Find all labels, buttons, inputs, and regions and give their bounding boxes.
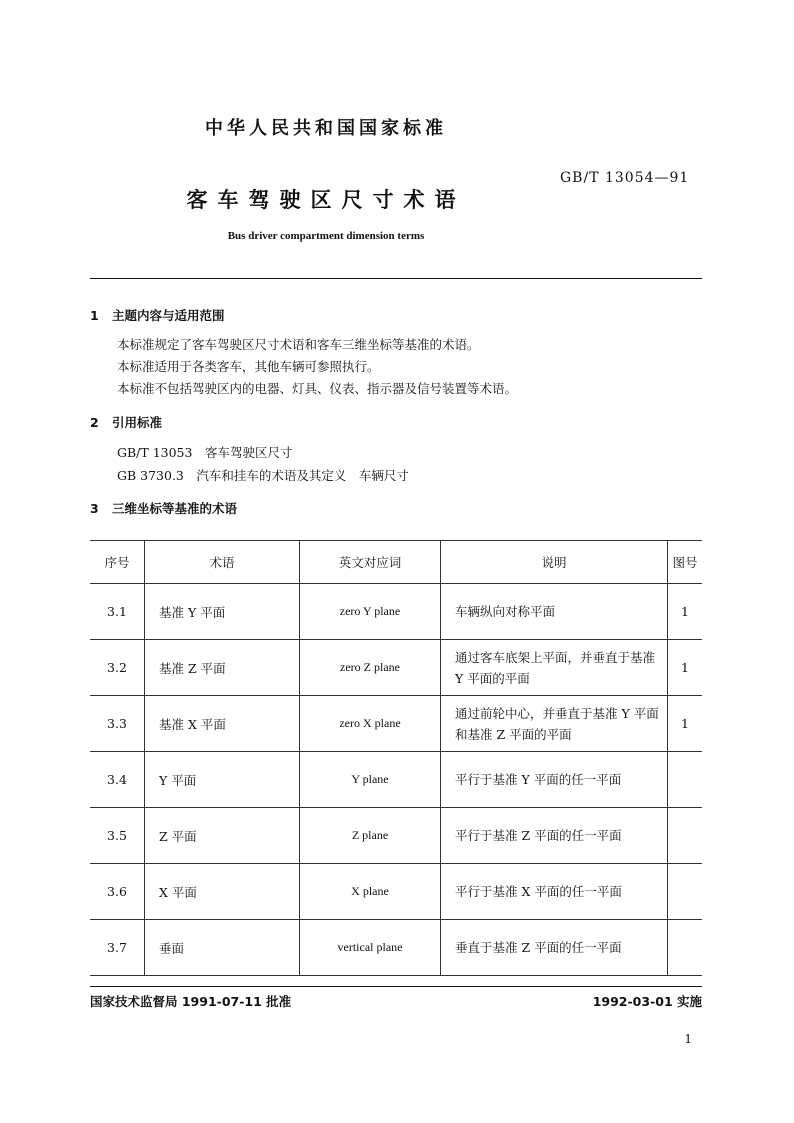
cell-description: 垂直于基准 Z 平面的任一平面	[441, 920, 668, 976]
cell-figure	[668, 808, 703, 864]
document-title: 客车驾驶区尺寸术语	[186, 188, 466, 212]
paragraph: 本标准不包括驾驶区内的电器、灯具、仪表、指示器及信号装置等术语。	[117, 381, 518, 396]
cell-term: X 平面	[145, 864, 300, 920]
cell-figure	[668, 864, 703, 920]
table-row	[90, 696, 702, 752]
cell-description: 平行于基准 Y 平面的任一平面	[441, 752, 668, 808]
cell-english: Y plane	[300, 752, 441, 808]
english-title: Bus driver compartment dimension terms	[227, 230, 425, 242]
cell-term: 基准 Z 平面	[145, 640, 300, 696]
table-row	[90, 640, 702, 696]
section-number: 1	[90, 308, 99, 323]
cell-english: zero Y plane	[300, 584, 441, 640]
cell-no: 3.4	[90, 752, 145, 808]
cell-no: 3.7	[90, 920, 145, 976]
header-figure: 图号	[668, 541, 703, 584]
reference-code: GB/T 13053	[117, 445, 193, 460]
paragraph: 本标准规定了客车驾驶区尺寸术语和客车三维坐标等基准的术语。	[117, 337, 480, 352]
cell-term: Z 平面	[145, 808, 300, 864]
header-english: 英文对应词	[300, 541, 441, 584]
header-divider	[90, 278, 702, 279]
cell-no: 3.6	[90, 864, 145, 920]
section-1-heading	[90, 306, 225, 324]
cell-description: 通过前轮中心，并垂直于基准 Y 平面和基准 Z 平面的平面	[441, 696, 668, 752]
cell-no: 3.3	[90, 696, 145, 752]
cell-english: zero X plane	[300, 696, 441, 752]
cell-term: Y 平面	[145, 752, 300, 808]
section-title: 三维坐标等基准的术语	[112, 501, 238, 516]
cell-figure	[668, 752, 703, 808]
reference-item	[117, 443, 293, 461]
paragraph: 本标准适用于各类客车，其他车辆可参照执行。	[117, 359, 380, 374]
cell-no: 3.1	[90, 584, 145, 640]
reference-item	[117, 466, 409, 484]
cell-figure: 1	[668, 696, 703, 752]
section-number: 3	[90, 501, 99, 516]
cell-term: 基准 Y 平面	[145, 584, 300, 640]
header-description: 说明	[441, 541, 668, 584]
cell-description: 平行于基准 X 平面的任一平面	[441, 864, 668, 920]
national-standard-heading: 中华人民共和国国家标准	[205, 118, 447, 139]
section-title: 引用标准	[112, 415, 163, 430]
cell-figure	[668, 920, 703, 976]
cell-english: X plane	[300, 864, 441, 920]
cell-figure: 1	[668, 640, 703, 696]
table-row	[90, 808, 702, 864]
footer-divider	[90, 986, 702, 987]
reference-name: 汽车和挂车的术语及其定义 车辆尺寸	[196, 468, 409, 483]
cell-english: vertical plane	[300, 920, 441, 976]
table-row	[90, 584, 702, 640]
implementation-date: 1992-03-01 实施	[592, 994, 702, 1009]
header-term: 术语	[145, 541, 300, 584]
cell-figure: 1	[668, 584, 703, 640]
cell-description: 车辆纵向对称平面	[441, 584, 668, 640]
cell-no: 3.5	[90, 808, 145, 864]
section-title: 主题内容与适用范围	[112, 308, 225, 323]
header-no: 序号	[90, 541, 145, 584]
table-row	[90, 864, 702, 920]
table-header-row	[90, 541, 702, 584]
cell-description: 平行于基准 Z 平面的任一平面	[441, 808, 668, 864]
section-2-heading	[90, 413, 162, 431]
section-3-heading	[90, 499, 237, 517]
reference-code: GB 3730.3	[117, 468, 184, 483]
cell-description: 通过客车底架上平面，并垂直于基准 Y 平面的平面	[441, 640, 668, 696]
table-row	[90, 752, 702, 808]
approval-line: 国家技术监督局 1991-07-11 批准	[90, 994, 292, 1009]
reference-name: 客车驾驶区尺寸	[204, 445, 293, 460]
cell-no: 3.2	[90, 640, 145, 696]
table-row	[90, 920, 702, 976]
standard-number: GB/T 13054—91	[560, 170, 690, 186]
cell-english: Z plane	[300, 808, 441, 864]
cell-term: 基准 X 平面	[145, 696, 300, 752]
page-number: 1	[684, 1032, 692, 1046]
cell-term: 垂面	[145, 920, 300, 976]
cell-english: zero Z plane	[300, 640, 441, 696]
terms-table	[90, 540, 702, 976]
section-number: 2	[90, 415, 99, 430]
